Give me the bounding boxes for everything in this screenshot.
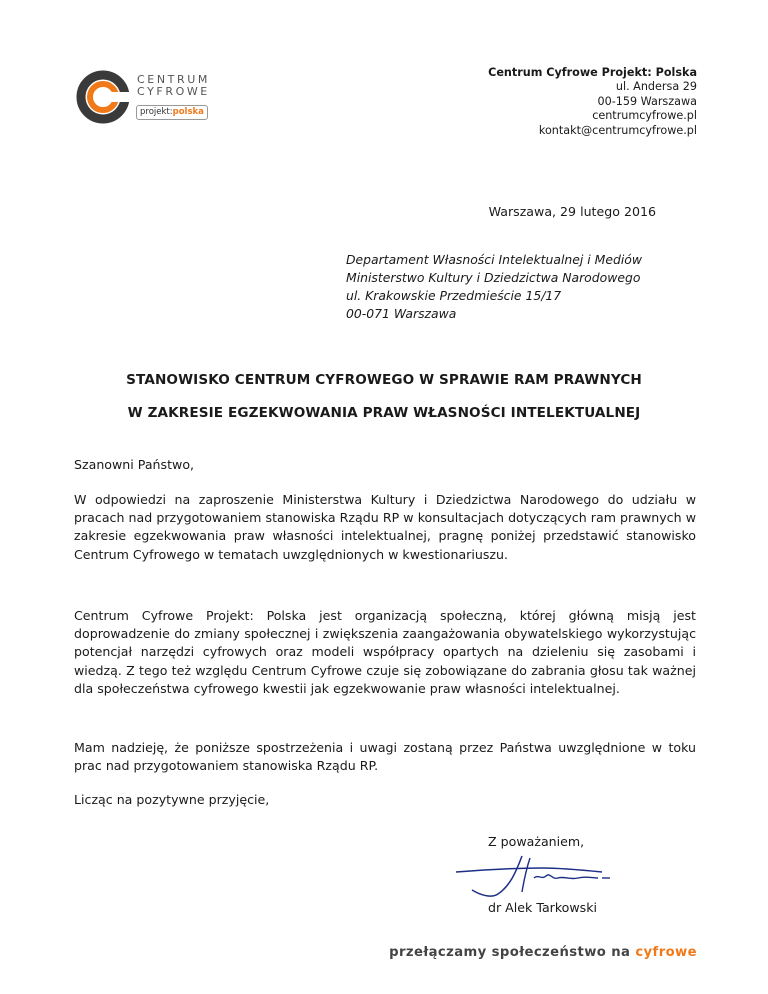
recipient-line: Ministerstwo Kultury i Dziedzictwa Narodowego	[346, 270, 641, 285]
closing: Z poważaniem,	[488, 834, 585, 849]
logo-ring-icon	[76, 70, 130, 124]
paragraph-1: W odpowiedzi na zaproszenie Ministerstwa Kultury i Dziedzictwa Narodowego do udziału w pracach nad przygotowaniem stanowiska Rządu RP w konsultacjach dotyczących ram prawnych w zakresie egzekwowania praw własności intelektualnej, pragnę poniżej przedstawić stanowisko Centrum Cyfrowego w tematach uwzględnionych w kwestionariuszu.	[74, 492, 696, 562]
recipient-line: Departament Własności Intelektualnej i Mediów	[346, 252, 643, 267]
sender-email[interactable]: kontakt@centrumcyfrowe.pl	[538, 123, 697, 137]
signature-icon	[452, 852, 622, 902]
logo-wordmark: CENTRUM CYFROWE	[137, 73, 210, 98]
letter-title-line-1: STANOWISKO CENTRUM CYFROWEGO W SPRAWIE RAM PRAWNYCH	[126, 372, 642, 388]
paragraph-2: Centrum Cyfrowe Projekt: Polska jest organizacją społeczną, której główną misją jest doprowadzenie do zmiany społecznej i zwiększenia zaangażowania obywatelskiego wykorzystując potencjał narzędzi cyfrowych oraz modeli współpracy opartych na dzieleniu się zasobami i wiedzą. Z tego też względu Centrum Cyfrowe czuje się zobowiązane do zabrania głosu tak ważnej dla społeczeństwa cyfrowego kwestii jak egzekwowanie praw własności intelektualnej.	[74, 608, 696, 696]
projekt-polska-badge: projekt:polska	[136, 105, 208, 120]
greeting: Szanowni Państwo,	[74, 457, 195, 472]
paragraph-3: Mam nadzieję, że poniższe spostrzeżenia i uwagi zostaną przez Państwa uwzględnione w toku prac nad przygotowaniem stanowiska Rządu RP.	[74, 740, 696, 774]
sender-street: ul. Andersa 29	[615, 80, 697, 94]
recipient-line: 00-071 Warszawa	[346, 306, 457, 321]
footer-slogan: przełączamy społeczeństwo na cyfrowe	[389, 945, 697, 960]
centrum-cyfrowe-logo	[76, 70, 216, 126]
sender-address	[488, 66, 697, 138]
letter-title-line-2: W ZAKRESIE EGZEKWOWANIA PRAW WŁASNOŚCI INTELEKTUALNEJ	[127, 405, 641, 421]
sender-city: 00-159 Warszawa	[597, 94, 697, 108]
sender-org: Centrum Cyfrowe Projekt: Polska	[488, 66, 697, 79]
recipient-line: ul. Krakowskie Przedmieście 15/17	[346, 288, 562, 303]
signer-name: dr Alek Tarkowski	[488, 900, 598, 915]
recipient-address	[346, 251, 642, 323]
paragraph-4: Licząc na pozytywne przyjęcie,	[74, 792, 270, 807]
letter-date: Warszawa, 29 lutego 2016	[488, 204, 656, 219]
sender-website[interactable]: centrumcyfrowe.pl	[592, 109, 697, 123]
